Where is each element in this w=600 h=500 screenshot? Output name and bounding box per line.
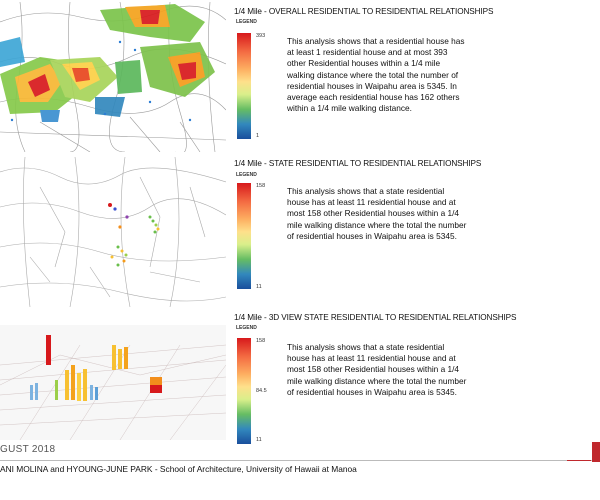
panel3-legend-bar (237, 338, 251, 444)
footer-credit: ANI MOLINA and HYOUNG-JUNE PARK - School of Architecture, University of Hawaii at Manoa (0, 464, 357, 474)
footer-date: GUST 2018 (0, 444, 56, 455)
panel3-legend-max: 158 (256, 338, 266, 344)
panel3-legend-min: 11 (256, 437, 262, 443)
state-residential-3d-map (0, 325, 226, 440)
panel1-legend-bar (237, 33, 251, 139)
panel1-legend-label: LEGEND (236, 19, 257, 25)
panel2-legend-min: 11 (256, 284, 262, 290)
panel1-title: 1/4 Mile - OVERALL RESIDENTIAL TO RESIDENTIAL RELATIONSHIPS (234, 7, 494, 16)
panel3-description: This analysis shows that a state residential house has at least 11 residential house and at most 158 other Residential houses within a 1/4 mile walking distance where the total the number of residential houses in Waipahu area is 5345. (287, 342, 467, 397)
panel2-title: 1/4 Mile - STATE RESIDENTIAL TO RESIDENTIAL RELATIONSHIPS (234, 159, 482, 168)
panel3-legend-label: LEGEND (236, 325, 257, 331)
panel2-legend-max: 158 (256, 183, 266, 189)
panel2-description: This analysis shows that a state residential house has at least 11 residential house and at most 158 other Residential houses within a 1/4 mile walking distance where the total the number of residential houses in Waipahu area is 5345. (287, 186, 467, 241)
panel1-description: This analysis shows that a residential house has at least 1 residential house and at most 393 other Residential houses within a 1/4 mile walking distance where the total the number of residential houses in Waipahu area is 5345. In average each residential house has 162 others within a 1/4 mile walking distance. (287, 36, 465, 114)
panel3-title: 1/4 Mile - 3D VIEW STATE RESIDENTIAL TO RESIDENTIAL RELATIONSHIPS (234, 313, 517, 322)
footer-divider (0, 460, 600, 461)
footer-accent-line (567, 460, 591, 461)
panel1-legend-min: 1 (256, 133, 260, 139)
state-residential-map (0, 157, 226, 307)
panel1-legend-max: 393 (256, 33, 266, 39)
overall-heatmap-map (0, 2, 226, 152)
panel2-legend-bar (237, 183, 251, 289)
panel3-legend-mid: 84.5 (256, 388, 267, 394)
panel2-legend-label: LEGEND (236, 172, 257, 178)
footer-accent-block (592, 442, 600, 462)
